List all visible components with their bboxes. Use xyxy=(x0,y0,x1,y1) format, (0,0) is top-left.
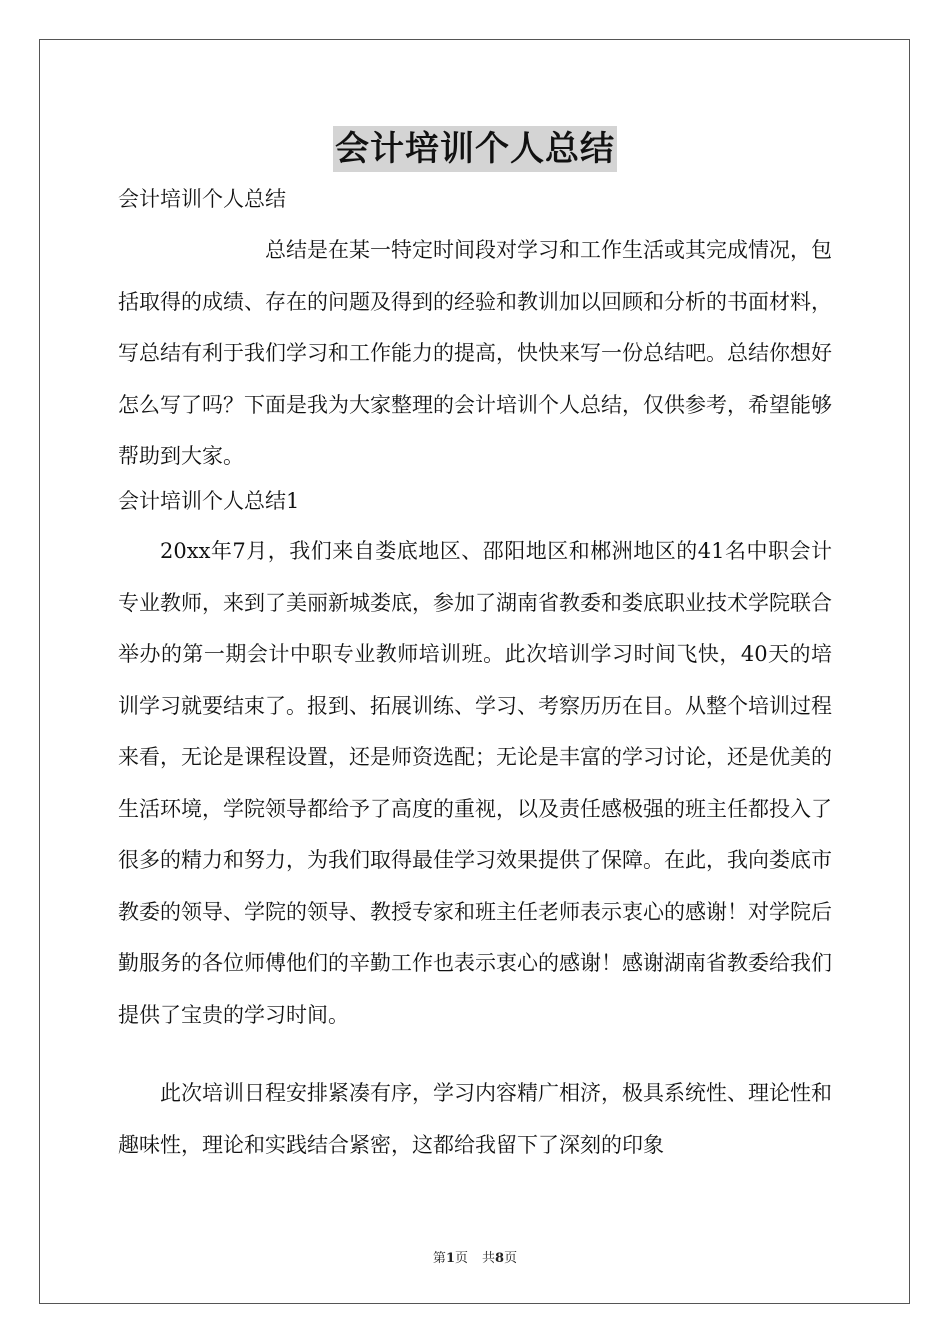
total-prefix: 共 xyxy=(482,1251,496,1266)
page-suffix: 页 xyxy=(454,1251,468,1266)
intro-paragraph: 总结是在某一特定时间段对学习和工作生活或其完成情况，包括取得的成绩、存在的问题及得到的经验和教训加以回顾和分析的书面材料，写总结有利于我们学习和工作能力的提高，快快来写一份总结吧。总结你想好怎么写了吗？下面是我为大家整理的会计培训个人总结，仅供参考，希望能够帮助到大家。 xyxy=(118,238,832,468)
page-prefix: 第 xyxy=(432,1251,446,1266)
section-heading: 会计培训个人总结 xyxy=(118,187,286,211)
body-paragraph: 20xx年7月，我们来自娄底地区、邵阳地区和郴洲地区的41名中职会计专业教师，来到了美丽新城娄底，参加了湖南省教委和娄底职业技术学院联合举办的第一期会计中职专业教师培训班。此次培训学习时间飞快，40天的培训学习就要结束了。报到、拓展训练、学习、考察历历在目。从整个培训过程来看，无论是课程设置，还是师资选配；无论是丰富的学习讨论，还是优美的生活环境，学院领导都给予了高度的重视，以及责任感极强的班主任都投入了很多的精力和努力，为我们取得最佳学习效果提供了保障。在此，我向娄底市教委的领导、学院的领导、教授专家和班主任老师表示衷心的感谢！对学院后勤服务的各位师傅他们的辛勤工作也表示衷心的感谢！感谢湖南省教委给我们提供了宝贵的学习时间。 xyxy=(118,539,832,1027)
total-pages-number: 8 xyxy=(495,1251,505,1266)
total-suffix: 页 xyxy=(504,1251,518,1266)
title-container xyxy=(0,126,950,172)
document-title: 会计培训个人总结 xyxy=(333,126,617,172)
body-paragraph-continued: 此次培训日程安排紧凑有序，学习内容精广相济，极具系统性、理论性和趣味性，理论和实践结合紧密，这都给我留下了深刻的印象 xyxy=(118,1081,832,1157)
page-footer xyxy=(0,1247,950,1266)
current-page-number: 1 xyxy=(445,1251,455,1266)
section-heading-1: 会计培训个人总结1 xyxy=(118,489,300,513)
